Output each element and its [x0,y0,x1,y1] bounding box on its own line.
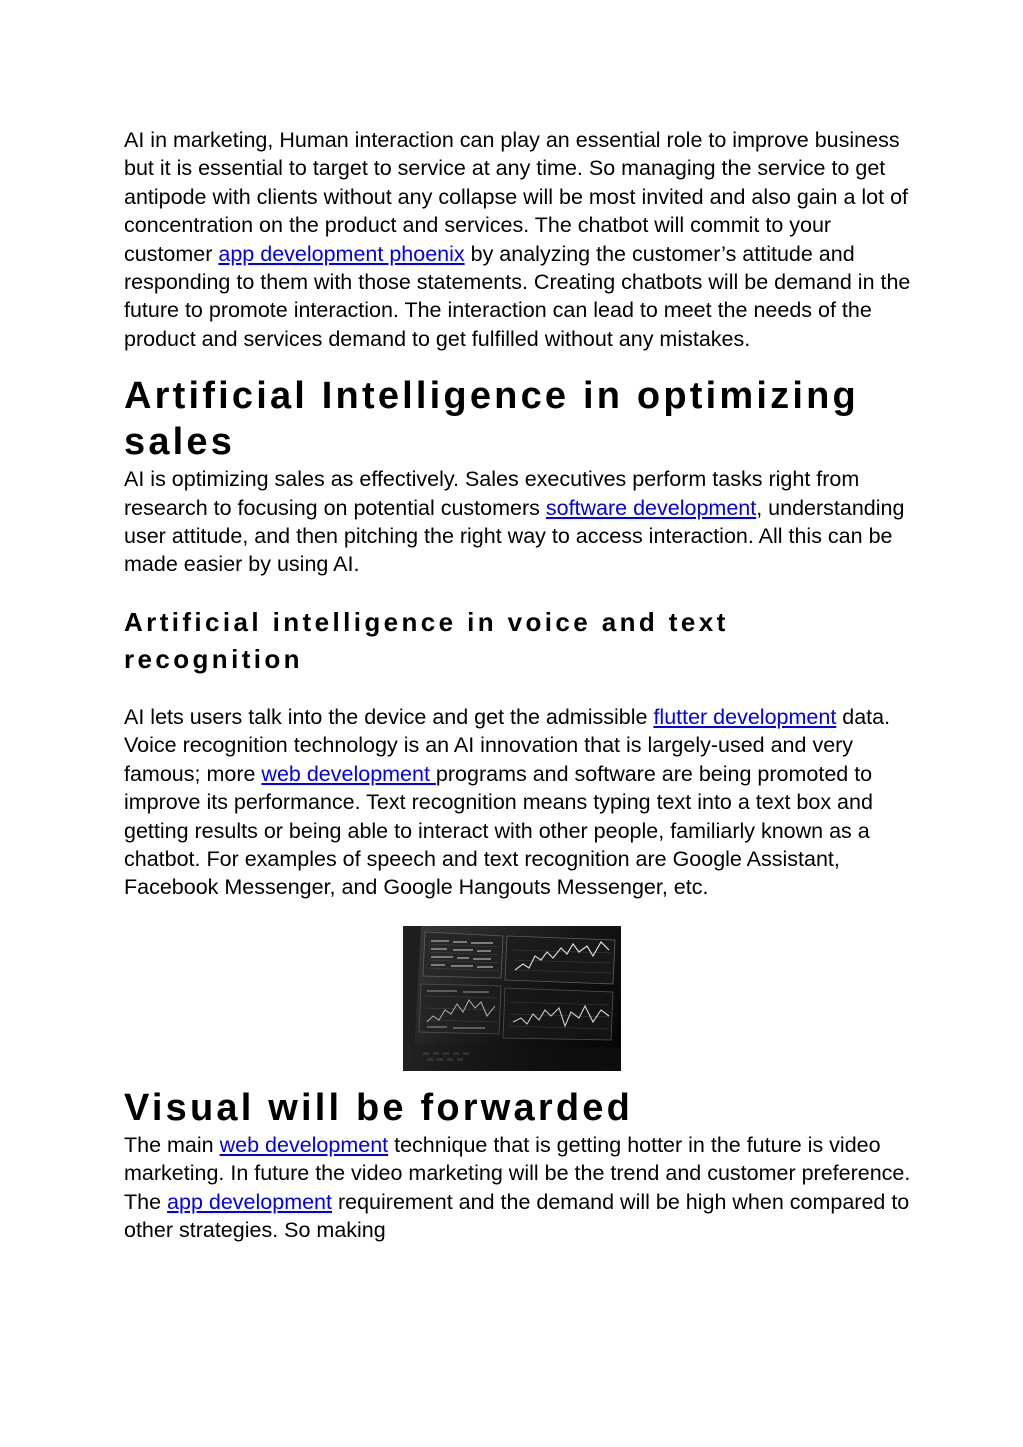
intro-text-1: AI in marketing, Human interaction can play an essential role to improve business but it is essential to target to service at any time. So managing the service to get antipode with clients without any collapse will be most invited and also gain a lot of concentration on the product and services. The chatbot will commit to your customer [124,128,909,266]
visual-paragraph [124,1131,914,1245]
voice-paragraph [124,703,914,902]
document-page [124,126,914,1244]
voice-heading: Artificial intelligence in voice and text recognition [124,606,729,674]
visual-text-3: requirement and the demand will be high when compared to other strategies. So making [124,1189,910,1242]
sales-paragraph [124,465,914,579]
voice-text-1: AI lets users talk into the device and get the admissible [124,704,654,729]
stock-chart-monitor-icon [403,926,621,1071]
visual-text-1: The main [124,1132,220,1157]
web-development-link-2[interactable]: web development [219,1132,389,1157]
stock-chart-photo [403,926,621,1071]
voice-text-2: data. Voice recognition technology is an AI innovation that is largely-used and very famous; more [124,704,891,786]
web-development-link-1[interactable]: web development [261,761,436,786]
sales-text-1: AI is optimizing sales as effectively. Sales executives perform tasks right from research to focusing on potential customers [124,467,860,520]
flutter-development-link[interactable]: flutter development [653,704,837,729]
sales-text-2: , understanding user attitude, and then pitching the right way to access interaction. All this can be made easier by using AI. [124,495,905,577]
app-development-phoenix-link[interactable]: app development phoenix [218,241,465,266]
visual-text-2: technique that is getting hotter in the future is video marketing. In future the video marketing will be the trend and customer preference. The [124,1132,911,1214]
visual-heading: Visual will be forwarded [124,1086,633,1129]
intro-text-2: by analyzing the customer’s attitude and responding to them with those statements. Creating chatbots will be demand in the future to promote interaction. The interaction can lead to meet the needs of the product and services demand to get fulfilled without any mistakes. [124,241,911,351]
app-development-link[interactable]: app development [167,1189,332,1214]
sales-heading: Artificial Intelligence in optimizing sales [124,375,859,464]
voice-text-3: programs and software are being promoted to improve its performance. Text recognition means typing text into a text box and getting results or being able to interact with other people, familiarly known as a chatbot. For examples of speech and text recognition are Google Assistant, Facebook Messenger, and Google Hangouts Messenger, etc. [124,761,873,900]
intro-paragraph [124,126,914,353]
software-development-link[interactable]: software development [545,495,757,520]
